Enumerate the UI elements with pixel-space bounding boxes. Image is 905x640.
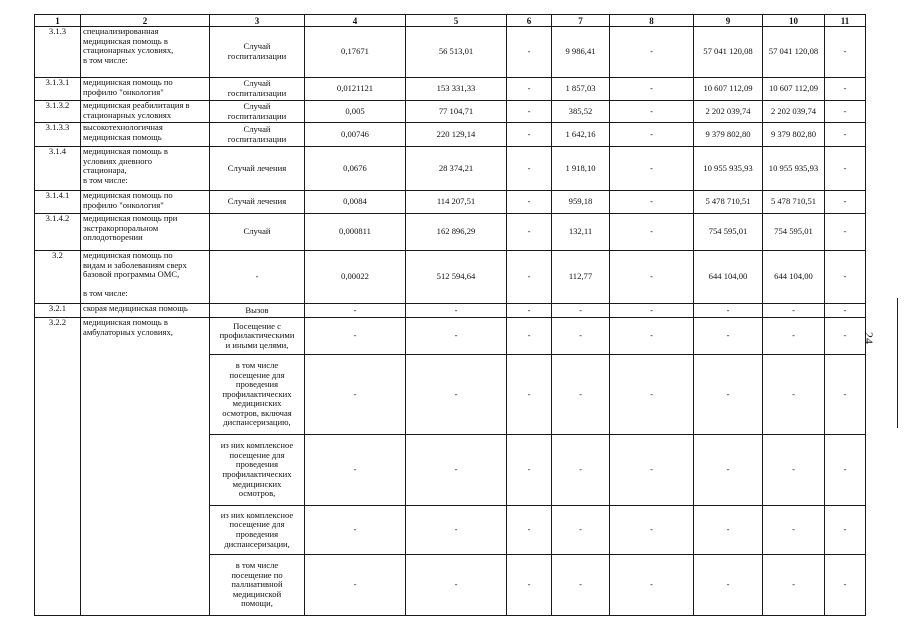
cell-c9: - <box>694 355 763 435</box>
cell-c6: - <box>507 101 552 123</box>
row-name-line: в том числе: <box>83 174 128 185</box>
table-row <box>35 251 866 304</box>
cell-c6: - <box>507 355 552 435</box>
cell-c7: - <box>552 435 610 506</box>
row-name-line: медицинская помощь по <box>83 190 173 200</box>
cell-c10: 2 202 039,74 <box>763 101 825 123</box>
cell-c6: - <box>507 506 552 555</box>
cell-c11: - <box>825 304 866 318</box>
row-name-line: в том числе: <box>83 288 128 299</box>
cell-c10: - <box>763 304 825 318</box>
row-unit-line: диспансеризации, <box>224 538 290 549</box>
row-name-line: условиях дневного <box>83 155 153 166</box>
row-unit <box>210 123 305 147</box>
row-name-line: видам и заболеваниям сверх <box>83 259 187 270</box>
cell-c7: 959,18 <box>552 191 610 214</box>
row-unit <box>210 435 305 506</box>
row-unit <box>210 318 305 355</box>
row-unit-line: Случай <box>243 41 271 52</box>
row-name-line: амбулаторных условиях, <box>83 326 173 337</box>
cell-c8: - <box>610 214 694 251</box>
row-code: 3.1.4.2 <box>35 214 81 251</box>
cell-c5: 28 374,21 <box>406 147 507 191</box>
row-name-line: медицинская помощь в <box>83 317 168 327</box>
row-name <box>81 147 210 191</box>
table-row <box>35 318 866 355</box>
cell-c6: - <box>507 147 552 191</box>
row-code: 3.2.1 <box>35 304 81 318</box>
row-unit <box>210 355 305 435</box>
row-unit-line: Случай <box>243 100 271 111</box>
header-cell: 2 <box>81 15 210 27</box>
row-unit <box>210 191 305 214</box>
row-unit <box>210 555 305 616</box>
header-cell: 5 <box>406 15 507 27</box>
cell-c5: 114 207,51 <box>406 191 507 214</box>
cell-c5: 77 104,71 <box>406 101 507 123</box>
cell-c8: - <box>610 251 694 304</box>
row-name-line: базовой программы ОМС, <box>83 269 180 280</box>
header-cell: 11 <box>825 15 866 27</box>
row-unit-line: посещение по <box>231 569 283 580</box>
cell-c6: - <box>507 318 552 355</box>
row-name-line: профилю "онкология" <box>83 86 164 97</box>
row-code: 3.2.2 <box>35 318 81 616</box>
cell-c6: - <box>507 78 552 101</box>
cell-c11: - <box>825 318 866 355</box>
table-row <box>35 27 866 78</box>
row-code: 3.1.4 <box>35 147 81 191</box>
cell-c8: - <box>610 191 694 214</box>
cell-c7: 9 986,41 <box>552 27 610 78</box>
cell-c10: - <box>763 318 825 355</box>
row-unit-line: из них комплексное <box>220 509 294 520</box>
cell-c10: 57 041 120,08 <box>763 27 825 78</box>
page-number: 24 <box>862 332 876 344</box>
cell-c11: - <box>825 191 866 214</box>
cell-c9: 9 379 802,80 <box>694 123 763 147</box>
cell-c9: 644 104,00 <box>694 251 763 304</box>
row-name-line: специализированная <box>83 26 159 36</box>
cell-c7: 132,11 <box>552 214 610 251</box>
row-name-line: медицинская реабилитация в <box>83 100 190 110</box>
table-body <box>35 15 866 616</box>
cell-c9: 10 607 112,09 <box>694 78 763 101</box>
cell-c9: - <box>694 318 763 355</box>
row-name <box>81 78 210 101</box>
header-cell: 1 <box>35 15 81 27</box>
cell-c4: - <box>305 435 406 506</box>
row-name-line: медицинская помощь в <box>83 146 168 156</box>
row-name-line: в том числе: <box>83 54 128 65</box>
cell-c4: - <box>305 318 406 355</box>
row-unit-line: Случай <box>243 78 271 89</box>
row-unit <box>210 251 305 304</box>
cell-c6: - <box>507 214 552 251</box>
cell-c9: 57 041 120,08 <box>694 27 763 78</box>
row-unit-line: посещение для <box>229 369 285 380</box>
row-unit-line: Случай <box>243 226 271 237</box>
row-code: 3.1.4.1 <box>35 191 81 214</box>
cell-c9: 10 955 935,93 <box>694 147 763 191</box>
row-unit-line: и иными целями, <box>225 339 289 350</box>
cell-c5: 162 896,29 <box>406 214 507 251</box>
cell-c5: 153 331,33 <box>406 78 507 101</box>
row-unit <box>210 214 305 251</box>
cell-c4: 0,000811 <box>305 214 406 251</box>
header-cell: 7 <box>552 15 610 27</box>
data-table <box>34 14 866 616</box>
row-unit-line: госпитализации <box>227 88 287 98</box>
cell-c7: - <box>552 555 610 616</box>
cell-c7: - <box>552 318 610 355</box>
cell-c11: - <box>825 435 866 506</box>
header-cell: 6 <box>507 15 552 27</box>
cell-c7: - <box>552 355 610 435</box>
row-unit <box>210 506 305 555</box>
cell-c9: 2 202 039,74 <box>694 101 763 123</box>
cell-c7: 1 918,10 <box>552 147 610 191</box>
cell-c11: - <box>825 355 866 435</box>
row-unit-line: диспансеризацию, <box>223 417 291 428</box>
row-name-line: медицинская помощь по <box>83 77 173 87</box>
row-unit <box>210 101 305 123</box>
row-unit-line: Посещение с <box>233 320 281 331</box>
row-unit-line: паллиативной <box>231 579 283 590</box>
cell-c9: - <box>694 304 763 318</box>
cell-c7: 385,52 <box>552 101 610 123</box>
table-row <box>35 214 866 251</box>
cell-c5: - <box>406 304 507 318</box>
row-name <box>81 318 210 616</box>
row-unit-line: Случай лечения <box>227 162 287 173</box>
row-unit-line: помощи, <box>241 598 273 609</box>
cell-c5: 56 513,01 <box>406 27 507 78</box>
cell-c5: - <box>406 355 507 435</box>
row-unit-line: в том числе <box>235 560 279 571</box>
row-unit-line: осмотров, включая <box>222 407 292 418</box>
cell-c7: 1 642,16 <box>552 123 610 147</box>
row-unit-line: посещение для <box>229 519 285 530</box>
cell-c7: - <box>552 304 610 318</box>
row-unit <box>210 304 305 318</box>
cell-c9: - <box>694 435 763 506</box>
row-unit-line: проведения <box>235 379 279 390</box>
row-unit-line: медицинских <box>232 398 282 409</box>
row-name <box>81 191 210 214</box>
cell-c6: - <box>507 27 552 78</box>
row-unit-line: профилактическими <box>219 330 295 341</box>
cell-c8: - <box>610 123 694 147</box>
cell-c8: - <box>610 304 694 318</box>
header-cell: 4 <box>305 15 406 27</box>
row-unit-line: проведения <box>235 529 279 539</box>
row-unit-line: посещение для <box>229 449 285 460</box>
row-code: 3.1.3.2 <box>35 101 81 123</box>
cell-c11: - <box>825 214 866 251</box>
cell-c4: 0,00022 <box>305 251 406 304</box>
cell-c4: - <box>305 355 406 435</box>
row-name-line: оплодотворении <box>83 232 143 243</box>
row-unit-line: профилактических <box>222 388 292 399</box>
cell-c6: - <box>507 304 552 318</box>
row-unit-line: медицинских <box>232 478 282 489</box>
row-code: 3.1.3 <box>35 27 81 78</box>
row-unit <box>210 27 305 78</box>
cell-c7: 112,77 <box>552 251 610 304</box>
row-code: 3.2 <box>35 251 81 304</box>
row-unit-line: госпитализации <box>227 51 287 61</box>
row-name <box>81 214 210 251</box>
cell-c11: - <box>825 147 866 191</box>
cell-c4: - <box>305 506 406 555</box>
row-unit-line: проведения <box>235 459 279 470</box>
row-name-line: экстракорпоральном <box>83 222 159 233</box>
cell-c8: - <box>610 27 694 78</box>
row-name-line: высокотехнологичная <box>83 122 163 132</box>
cell-c4: 0,17671 <box>305 27 406 78</box>
cell-c11: - <box>825 251 866 304</box>
cell-c9: 754 595,01 <box>694 214 763 251</box>
cell-c10: 5 478 710,51 <box>763 191 825 214</box>
cell-c9: - <box>694 506 763 555</box>
cell-c8: - <box>610 355 694 435</box>
cell-c6: - <box>507 435 552 506</box>
row-name-line: стационарных условиях, <box>83 45 174 56</box>
row-code: 3.1.3.3 <box>35 123 81 147</box>
cell-c8: - <box>610 147 694 191</box>
header-cell: 9 <box>694 15 763 27</box>
row-unit-line: госпитализации <box>227 110 287 121</box>
cell-c10: 10 607 112,09 <box>763 78 825 101</box>
header-cell: 8 <box>610 15 694 27</box>
row-code: 3.1.3.1 <box>35 78 81 101</box>
cell-c7: 1 857,03 <box>552 78 610 101</box>
cell-c10: 9 379 802,80 <box>763 123 825 147</box>
row-unit-line: - <box>255 271 259 282</box>
row-name <box>81 304 210 318</box>
cell-c10: - <box>763 435 825 506</box>
cell-c6: - <box>507 123 552 147</box>
row-name-line: медицинская помощь при <box>83 213 178 223</box>
row-name-line: стационарных условиях <box>83 109 172 120</box>
cell-c4: 0,0676 <box>305 147 406 191</box>
row-unit-line: Случай лечения <box>227 196 287 207</box>
cell-c4: 0,00746 <box>305 123 406 147</box>
row-name <box>81 101 210 123</box>
cell-c5: - <box>406 318 507 355</box>
cell-c10: 10 955 935,93 <box>763 147 825 191</box>
row-unit-line: профилактических <box>222 469 292 479</box>
header-row <box>35 15 866 27</box>
cell-c5: - <box>406 555 507 616</box>
cell-c6: - <box>507 555 552 616</box>
cell-c11: - <box>825 78 866 101</box>
row-name-line: стационара, <box>83 165 127 176</box>
row-name <box>81 251 210 304</box>
table-row <box>35 191 866 214</box>
row-unit-line: Случай <box>243 123 271 134</box>
cell-c11: - <box>825 101 866 123</box>
row-name-line: скорая медицинская помощь <box>83 303 188 313</box>
cell-c10: 754 595,01 <box>763 214 825 251</box>
row-name-line: медицинская помощь <box>83 131 162 142</box>
cell-c11: - <box>825 123 866 147</box>
table-row <box>35 123 866 147</box>
row-name <box>81 123 210 147</box>
cell-c8: - <box>610 318 694 355</box>
cell-c10: - <box>763 506 825 555</box>
table-row <box>35 101 866 123</box>
cell-c10: - <box>763 555 825 616</box>
cell-c5: 512 594,64 <box>406 251 507 304</box>
row-name-line: медицинская помощь в <box>83 35 168 46</box>
table-row <box>35 304 866 318</box>
table-row <box>35 78 866 101</box>
cell-c8: - <box>610 506 694 555</box>
cell-c7: - <box>552 506 610 555</box>
cell-c4: - <box>305 555 406 616</box>
cell-c4: 0,0084 <box>305 191 406 214</box>
cell-c6: - <box>507 191 552 214</box>
header-cell: 10 <box>763 15 825 27</box>
cell-c11: - <box>825 27 866 78</box>
cell-c4: - <box>305 304 406 318</box>
row-name <box>81 27 210 78</box>
cell-c4: 0,005 <box>305 101 406 123</box>
cell-c8: - <box>610 101 694 123</box>
cell-c6: - <box>507 251 552 304</box>
row-unit <box>210 147 305 191</box>
cell-c10: - <box>763 355 825 435</box>
cell-c5: - <box>406 506 507 555</box>
cell-c11: - <box>825 506 866 555</box>
row-unit-line: из них комплексное <box>220 440 294 451</box>
row-unit-line: в том числе <box>235 359 279 370</box>
cell-c10: 644 104,00 <box>763 251 825 304</box>
row-name-line: медицинская помощь по <box>83 250 173 260</box>
table-row <box>35 147 866 191</box>
page-edge-line <box>897 298 898 428</box>
cell-c9: 5 478 710,51 <box>694 191 763 214</box>
cell-c5: 220 129,14 <box>406 123 507 147</box>
cell-c5: - <box>406 435 507 506</box>
row-unit <box>210 78 305 101</box>
cell-c8: - <box>610 78 694 101</box>
header-cell: 3 <box>210 15 305 27</box>
cell-c9: - <box>694 555 763 616</box>
cell-c4: 0,0121121 <box>305 78 406 101</box>
cell-c8: - <box>610 555 694 616</box>
row-name-line: профилю "онкология" <box>83 199 164 210</box>
cell-c8: - <box>610 435 694 506</box>
row-unit-line: Вызов <box>245 304 269 315</box>
row-unit-line: госпитализации <box>227 133 287 144</box>
row-unit-line: медицинской <box>232 588 282 599</box>
cell-c11: - <box>825 555 866 616</box>
row-unit-line: осмотров, <box>238 488 276 499</box>
